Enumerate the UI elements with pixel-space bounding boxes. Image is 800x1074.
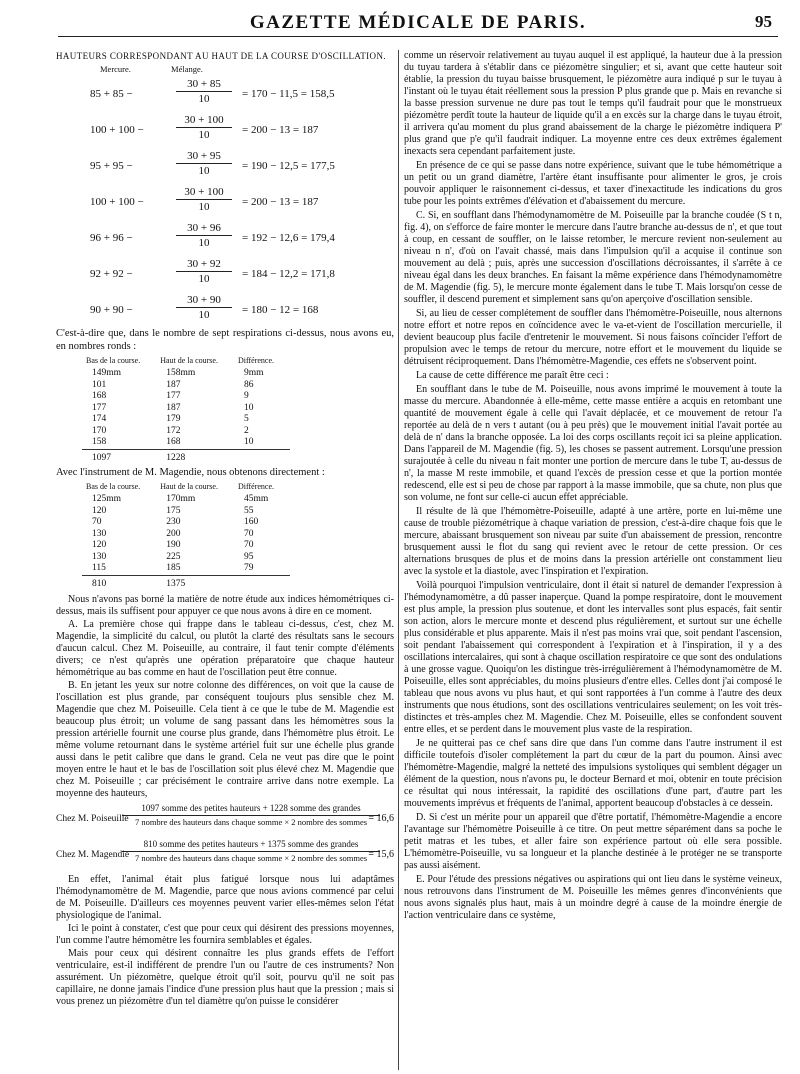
table-cell: 160: [243, 517, 259, 527]
equation-lhs: 85 + 85 −: [90, 88, 133, 100]
paragraph: E. Pour l'étude des pressions négatives ou aspirations qui ont lieu dans le système veineux, nous retrouvons dans l'instrument de M. Poiseuille les mêmes genres d'inconvénients que nous avons signalés plus haut, mais à un moindre degré à cause de la moindre énergie de l'action ventriculaire dans ce système,: [404, 874, 782, 921]
table-cell: 2: [243, 425, 249, 436]
table-row: [82, 540, 290, 552]
paragraph: comme un réservoir relativement au tuyau auquel il est appliqué, la hauteur due à la pression du tuyau tardera à s'établir dans ce piézomètre singulier; et si, avant que cette hauteur soit établie, la pression du tuyau baisse brusquement, le piézomètre aura indiqué p sur le tuyau à l'instant où le tuyau était réellement sous la pression P plus grande que p. Mais en revanche si la basse pression survenue ne dure pas tout le temps qu'il faudrait pour que le monstrueux piézomètre perdît toute la hauteur de liquide qu'il a en excès sur la charge dans le tuyau étroit, il arrivera qu'au moment du plus grand abaissement de la charge le piézomètre indiquera P' plus grand que p'e qu'il faudrait indiquer. La moyenne entre ces deux extrêmes également inexacts sera cependant parfaitement juste.: [404, 50, 782, 157]
table-cell: 95: [243, 551, 254, 562]
table-row: [82, 437, 290, 449]
table-cell: 177: [92, 402, 107, 413]
table-cell: 120: [92, 505, 107, 516]
equation-numerator: 30 + 92: [176, 257, 232, 272]
equation-fraction: [176, 257, 232, 286]
table-cell: 190: [166, 540, 181, 550]
table-cell: 225: [166, 551, 181, 562]
paragraph: Voilà pourquoi l'impulsion ventriculaire, dont il était si naturel de demander l'expression à l'hémodynamomètre, a dû passer inaperçue. Quand la pompe respiratoire, dont le mouvement est plus ample, la pression plus soutenue, et dont les intervalles sont plus espacés, fait sentir son action, alors le mercure monte et descend plus régulièrement, et surtout sur une échelle plus considérable et plus apparente. Mais il n'est pas moins vrai que, soit pendant l'ascension, soit pendant l'abaissement qui correspondent à l'expiration et à l'inspiration, il y a des oscillations intercalaires, qui sont à chaque oscillation respiratoire ce que sont des ondulations à une grosse vague. Quoiqu'on les distingue très-irrégulièrement à l'hémodynamomètre de M. Poiseuille, elles sont appréciables, du moins plusieurs d'entre elles. Celles dont j'ai composé le tableau que nous avons vu plus haut, et qui sont rapportées à l'un comme à l'autre des deux instruments que nous étudions, sont des oscillations ventriculaires seulement; on les voit très-distinctes et très-amples chez M. Magendie. Chez M. Poiseuille, elles se confondent souvent entre elles, et se perdent dans le mouvement plus vaste de la respiration.: [404, 580, 782, 735]
table-row: [82, 391, 290, 403]
table-row: [82, 426, 290, 438]
head-melange: Mélange.: [171, 64, 203, 74]
table1-heads: [86, 63, 394, 75]
paragraph: En soufflant dans le tube de M. Poiseuille, nous avons imprimé le mouvement à toute la masse du mercure. Abandonnée à elle-même, cette masse entière a acquis en retombant une quantité de mouvement égale à celle qui l'avait déplacée, et ce mouvement de retour l'a reportée au delà de n vers t autant (ou à peu près) que le mouvement initial l'avait portée au delà de n' dans la branche opposée. La loi des corps oscillants reçoit ici sa pleine application. Dans l'appareil de M. Magendie (fig. 5), les choses se passent autrement. Lorsqu'une pression surajoutée à celle du niveau n fait monter une portion de mercure dans le tube T, au-dessus de n', la masse M reste immobile, et quand l'excès de pression cesse et que la portion montée redescend, elle est si peu de chose par rapport à la masse immobile, que sa chute, non plus que son volume, ne font sur celle-ci aucun effet appréciable.: [404, 384, 782, 503]
table-cell: 168: [92, 391, 107, 401]
table-cell: 174: [92, 414, 107, 424]
equation-lhs: 90 + 90 −: [90, 304, 133, 316]
paragraph: D. Si c'est un mérite pour un appareil que d'être portatif, l'hémomètre-Magendie a encore l'avantage sur l'hémomètre Poiseuille à ce titre. On peut mettre séparément dans sa poche le petit matras et les tubes, et aller faire son expérience partout où elle sera possible. L'hémomètre-Poiseuille, vu sa longueur et la planche destinée à le protéger ne se transporte pas aussi aisément.: [404, 812, 782, 871]
formula-magendie: [56, 838, 394, 872]
table-cell: 179: [166, 414, 181, 424]
equations-block: [56, 75, 394, 327]
paragraph: B. En jetant les yeux sur notre colonne des différences, on voit que la cause de l'oscillation est plus grande, par conséquent toujours plus sensible chez M. Magendie que chez M. Poiseuille. Cela tient à ce que le tube de M. Magendie est beaucoup plus étroit; un volume de sang passant dans les hémomètres sous la pression artérielle fournit une course plus grande, dans l'hémomètre plus étroit. Le même volume retournant dans le système artériel fuit sur une échelle plus grande aussi dans le petit calibre que dans le grand. Cela ne veut pas dire que le point moyen entre le haut et le bas de l'oscillation soit plus élevé chez M. Magendie que chez M. Poiseuille ; car précisément le contraire arrive dans notre exemple. La moyenne des hauteurs,: [56, 680, 394, 799]
table-cell: 70: [92, 517, 102, 527]
table-cell: 200: [166, 528, 181, 539]
table-cell: 170: [92, 425, 107, 436]
formula-fraction: [122, 802, 380, 829]
equation-rhs: = 190 − 12,5 = 177,5: [242, 160, 335, 172]
table-header: Différence.: [237, 482, 275, 491]
table-row: [82, 552, 290, 564]
paragraph: C. Si, en soufflant dans l'hémodynamomètre de M. Poiseuille par la branche coudée (S t n, fig. 4), on s'efforce de faire monter le mercure dans l'autre branche au-dessus de n', et que tout à coup, en cessant de souffler, on le laisse retomber, le mercure revient non-seulement au niveau n n', d'où on l'avait chassé, mais dans l'impulsion qu'il a acquise il continue son mouvement au delà ; puis, après une succession d'oscillations décroissantes, il s'arrête à ce niveau égal dans les deux branches. En faisant la même expérience dans l'hémodynamomètre de M. Magendie (fig. 5), le mercure monte également dans le tube T. Mais lorsqu'on cesse de souffler, il descend purement et simplement sans qu'on aperçoive d'oscillation sensible.: [404, 210, 782, 305]
table-cell: 9: [243, 391, 249, 401]
formula-numerator: 1097 somme des petites hauteurs + 1228 somme des grandes: [122, 802, 380, 816]
table-cell: 175: [166, 505, 181, 516]
table-cell: 79: [243, 563, 254, 573]
formula-fraction: [122, 838, 380, 865]
table-cell: 130: [92, 528, 107, 539]
masthead: [58, 10, 778, 37]
table-cell: 120: [92, 540, 107, 550]
table-total-cell: 1097: [82, 449, 156, 464]
equation-row: [56, 111, 394, 147]
table-cell: 177: [166, 391, 181, 401]
equation-fraction: [176, 113, 232, 142]
table-cell: 115: [92, 563, 106, 573]
intro-1: C'est-à-dire que, dans le nombre de sept respirations ci-dessus, nous avons eu, en nombres ronds :: [56, 328, 394, 352]
equation-row: [56, 219, 394, 255]
equation-rhs: = 200 − 13 = 187: [242, 124, 319, 136]
equation-rhs: = 200 − 13 = 187: [242, 196, 319, 208]
equation-numerator: 30 + 90: [176, 293, 232, 308]
table-total-cell: [234, 449, 290, 464]
table-total-row: [82, 575, 290, 590]
right-column: [404, 50, 782, 1070]
table-header: Haut de la course.: [160, 356, 218, 365]
equation-denominator: 10: [198, 237, 210, 249]
equation-fraction: [176, 149, 232, 178]
table-cell: 70: [243, 540, 254, 550]
table-header: Bas de la course.: [86, 356, 141, 365]
table-cell: 172: [166, 425, 181, 436]
table-row: [82, 529, 290, 541]
intro-2: Avec l'instrument de M. Magendie, nous obtenons directement :: [56, 467, 325, 478]
paragraph: En effet, l'animal était plus fatigué lorsque nous lui adaptâmes l'hémodynamomètre de M. Magendie, parce que nous avions commencé par celui de M. Poiseuille. D'ailleurs ces moyennes peuvent varier elles-mêmes selon l'état physiologique de l'animal.: [56, 874, 394, 921]
table-row: [82, 506, 290, 518]
equation-rhs: = 170 − 11,5 = 158,5: [242, 88, 335, 100]
left-column: [56, 50, 394, 1070]
paragraph: Il résulte de là que l'hémomètre-Poiseuille, adapté à une artère, porte en lui-même une cause de trouble piézométrique à chaque variation de pression, c'est-à-dire chaque fois que le mercure, abaissant brusquement son niveau par suite d'un abaissement de pression, rencontre brusquement aussi le flot du sang qui revient avec le retour de cette pression. Or ces alternations brusques de plus et de moins dans la pression artérielle ont constamment lieu avec la systole et la diastole, avec l'inspiration et l'expiration.: [404, 506, 782, 577]
head-mercure: Mercure.: [100, 64, 131, 74]
equation-numerator: 30 + 95: [176, 149, 232, 164]
formula-denominator: 7 nombre des hauteurs dans chaque somme × 2 nombre des sommes: [134, 817, 368, 827]
equation-lhs: 95 + 95 −: [90, 160, 133, 172]
equation-row: [56, 147, 394, 183]
table-total-cell: 1375: [156, 575, 234, 590]
paragraph: En présence de ce qui se passe dans notre expérience, suivant que le tube hémométrique a un petit ou un grand diamètre, l'artère étant insuffisante pour alimenter le gros, je crois pouvoir appliquer le raisonnement ci-dessus, et taxer d'inexactitude les indications du gros tube pour les points extrêmes d'élévation et d'abaissement du mercure.: [404, 160, 782, 207]
equation-fraction: [176, 185, 232, 214]
equation-lhs: 92 + 92 −: [90, 268, 133, 280]
table-cell: 101: [92, 379, 107, 390]
formula-result: = 15,6: [368, 849, 394, 860]
table-row: [82, 414, 290, 426]
formula-denominator: 7 nombre des hauteurs dans chaque somme × 2 nombre des sommes: [134, 853, 368, 863]
table-cell: 149mm: [92, 368, 122, 378]
table-header: Bas de la course.: [86, 482, 141, 491]
table-cell: 5: [243, 414, 249, 424]
equation-rhs: = 180 − 12 = 168: [242, 304, 319, 316]
paragraph: Je ne quitterai pas ce chef sans dire que dans l'un comme dans l'autre instrument il est difficile toutefois d'isoler complétement la part du cœur de la part du poumon. Ainsi avec l'hémomètre-Magendie, malgré la netteté des impulsions systoliques qui semblent dégager un élément de la question, nous n'avons pu, le docteur Bernard et moi, obtenir en toute précision ce résultat qui nous intéressait, la rapidité des oscillations d'une part, d'autre part les mouvements imprévus et fréquents de l'animal, apportent beaucoup d'obstacles à ce dessein.: [404, 738, 782, 809]
paragraph: Si, au lieu de cesser complétement de souffler dans l'hémomètre-Poiseuille, nous alternons notre effort et notre repos en coïncidence avec le va-et-vient de l'oscillation mercurielle, il devient beaucoup plus facile d'entretenir le mouvement. Si nous faisons coïncider l'effort de propulsion avec le temps de retour du mercure, notre effort et le mouvement du liquide se détruisent réciproquement. Dans l'hémomètre-Magendie, ces effets ne s'observent point.: [404, 308, 782, 367]
equation-row: [56, 255, 394, 291]
column-divider: [398, 50, 399, 1070]
paragraph: La cause de cette différence me paraît être ceci :: [416, 370, 609, 381]
formula-name: Chez M. Magendie: [56, 850, 130, 860]
equation-row: [56, 291, 394, 327]
table-header-row: [82, 481, 290, 494]
equation-denominator: 10: [198, 129, 210, 141]
table-cell: 230: [166, 517, 181, 527]
table-cell: 168: [166, 437, 181, 447]
table-cell: 70: [243, 528, 254, 539]
equation-denominator: 10: [198, 165, 210, 177]
table-cell: 45mm: [243, 494, 269, 504]
table-row: [82, 563, 290, 575]
table-header: Haut de la course.: [160, 482, 218, 491]
table-1: [82, 355, 290, 464]
equation-lhs: 96 + 96 −: [90, 232, 133, 244]
paragraph: Ici le point à constater, c'est que pour ceux qui désirent des pressions moyennes, l'un comme l'autre hémomètre les fournira semblables et égales.: [56, 923, 394, 946]
equation-numerator: 30 + 100: [176, 113, 232, 128]
journal-title: GAZETTE MÉDICALE DE PARIS.: [249, 12, 587, 33]
formula-name: Chez M. Poiseuille: [56, 814, 129, 824]
formula-poiseuille: [56, 802, 394, 836]
equation-fraction: [176, 221, 232, 250]
table-cell: 158mm: [166, 368, 196, 378]
equation-lhs: 100 + 100 −: [90, 196, 144, 208]
table-header: Différence.: [237, 356, 275, 365]
page-number: 95: [755, 12, 772, 31]
equation-row: [56, 75, 394, 111]
table-row: [82, 494, 290, 506]
table-cell: 10: [243, 437, 254, 447]
equation-denominator: 10: [198, 309, 210, 321]
table-cell: 125mm: [92, 494, 122, 504]
table1-title: HAUTEURS CORRESPONDANT AU HAUT DE LA COURSE D'OSCILLATION.: [56, 51, 387, 61]
equation-numerator: 30 + 85: [176, 77, 232, 92]
table-cell: 9mm: [243, 368, 264, 378]
table-row: [82, 368, 290, 380]
table-cell: 55: [243, 505, 254, 516]
equation-numerator: 30 + 96: [176, 221, 232, 236]
table-2: [82, 481, 290, 590]
table-row: [82, 380, 290, 392]
table-cell: 158: [92, 437, 107, 447]
table-row: [82, 403, 290, 415]
table-header-row: [82, 355, 290, 368]
equation-numerator: 30 + 100: [176, 185, 232, 200]
paragraph: Nous n'avons pas borné la matière de notre étude aux indices hémométriques ci-dessus, mais ils suffisent pour appuyer ce que nous avons à dire en ce moment.: [56, 594, 394, 617]
formula-numerator: 810 somme des petites hauteurs + 1375 somme des grandes: [122, 838, 380, 852]
table-row: [82, 517, 290, 529]
equation-rhs: = 192 − 12,6 = 179,4: [242, 232, 335, 244]
table-total-cell: [234, 575, 290, 590]
table-total-cell: 810: [82, 575, 156, 590]
table-cell: 130: [92, 551, 107, 562]
equation-rhs: = 184 − 12,2 = 171,8: [242, 268, 335, 280]
table-total-cell: 1228: [156, 449, 234, 464]
paragraph: A. La première chose qui frappe dans le tableau ci-dessus, c'est, chez M. Magendie, la simplicité du calcul, ou plutôt la clarté des résultats sans le secours d'aucun calcul. Chez M. Poiseuille, au contraire, il faut tenir compte d'éléments divers; ce n'est qu'après une opération préparatoire que chaque hauteur hémométrique au bas comme en haut de l'oscillation peut être connue.: [56, 619, 394, 678]
equation-row: [56, 183, 394, 219]
paragraph: Mais pour ceux qui désirent connaître les plus grands effets de l'effort ventriculaire, est-il indifférent de prendre l'un ou l'autre de ces instruments? Non assurément. Un piézomètre, quelque étroit qu'il soit, pourvu qu'il ne soit pas capillaire, ne donne jamais l'indice d'une pression plus haut que la pression ; mais si vous prenez un piézomètre d'un tel diamètre qu'on puisse le considérer: [56, 948, 394, 1007]
table-cell: 187: [166, 379, 181, 390]
equation-fraction: [176, 293, 232, 322]
formula-result: = 16,6: [368, 813, 394, 824]
table-total-row: [82, 449, 290, 464]
equation-denominator: 10: [198, 273, 210, 285]
equation-denominator: 10: [198, 93, 210, 105]
table-cell: 10: [243, 402, 254, 413]
equation-lhs: 100 + 100 −: [90, 124, 144, 136]
equation-denominator: 10: [198, 201, 210, 213]
table-cell: 185: [166, 563, 181, 573]
table-cell: 170mm: [166, 494, 196, 504]
table-cell: 187: [166, 402, 181, 413]
equation-fraction: [176, 77, 232, 106]
table-cell: 86: [243, 379, 254, 390]
